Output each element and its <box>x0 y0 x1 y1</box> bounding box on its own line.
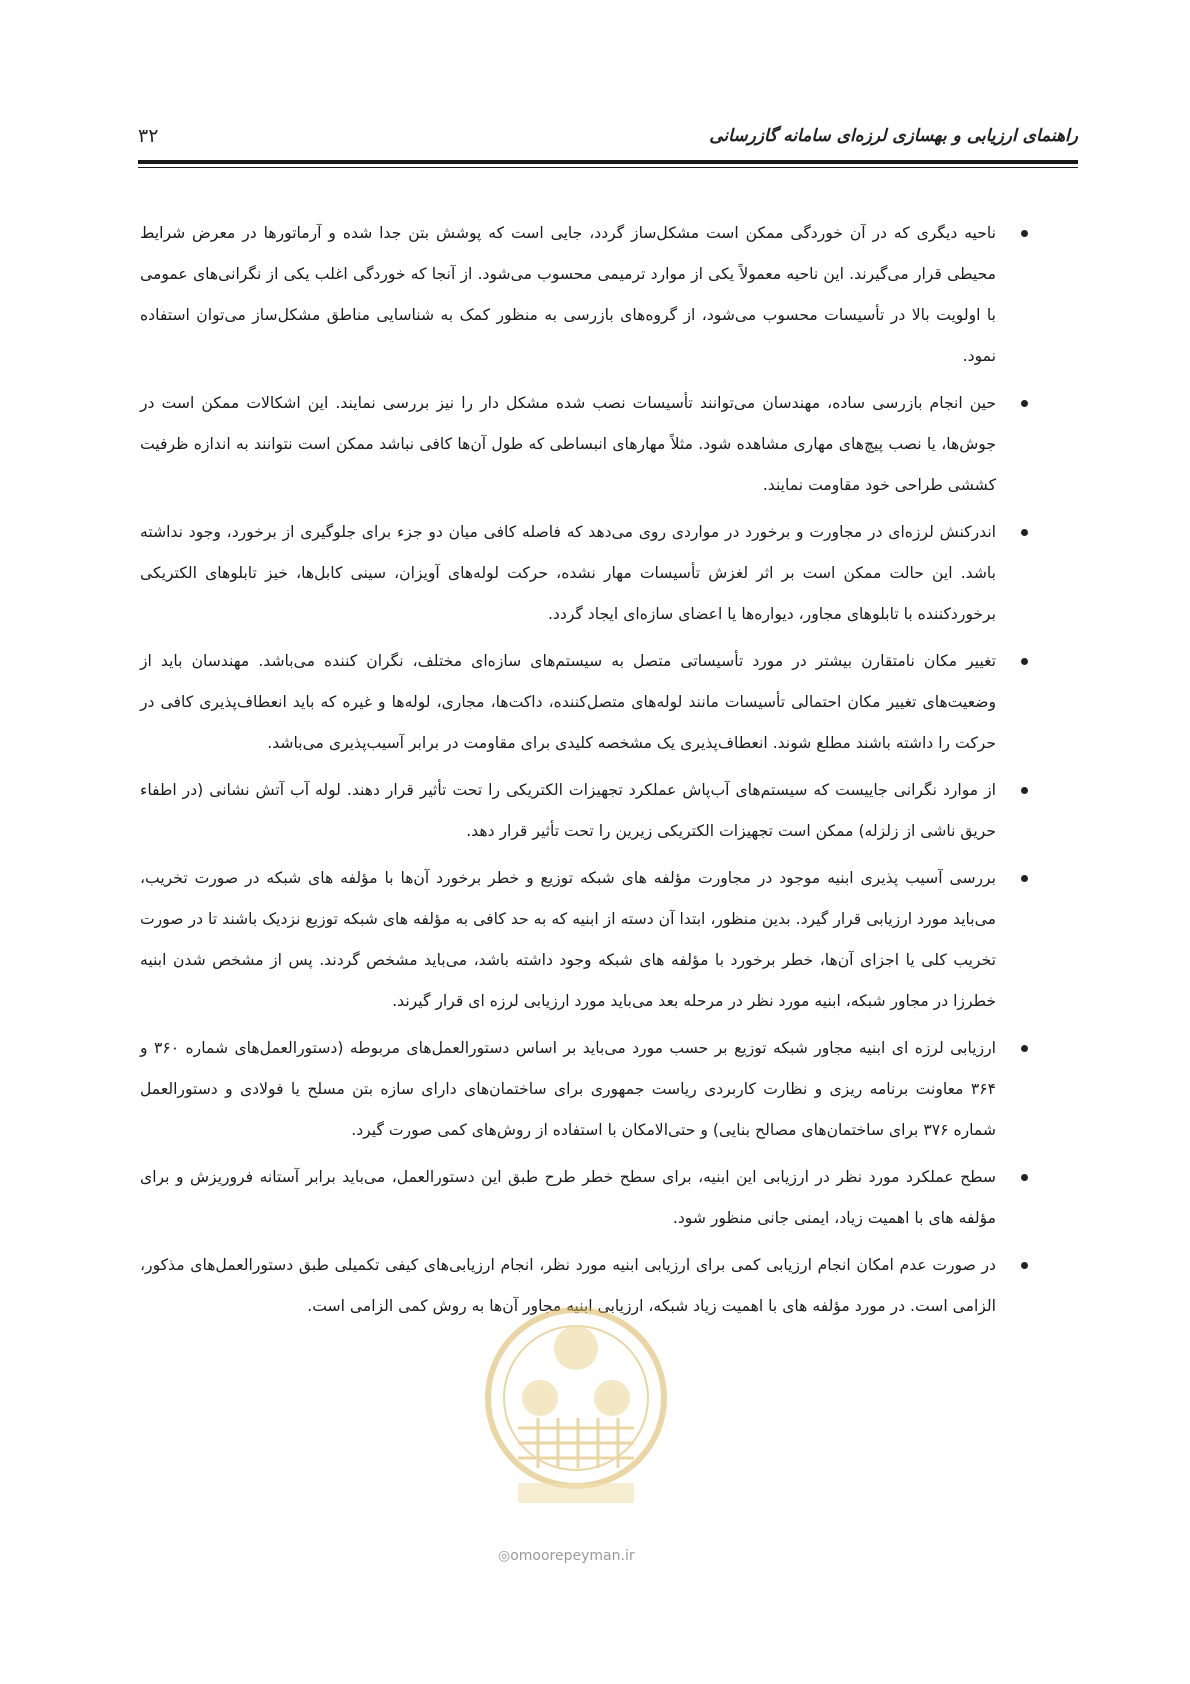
running-title: راهنمای ارزیابی و بهسازی لرزه‌ای سامانه گازرسانی <box>709 126 1078 146</box>
watermark-url <box>498 1548 635 1564</box>
watermark-logo-icon: ◎ <box>498 1548 511 1564</box>
bullet-item <box>140 641 1018 764</box>
bullet-dot-icon <box>1021 400 1028 407</box>
bullet-text: در صورت عدم امکان انجام ارزیابی کمی برای ارزیابی ابنیه مورد نظر، انجام ارزیابی‌های کیفی تکمیلی طبق دستورالعمل‌های مذکور، الزامی است. در مورد مؤلفه های با اهمیت زیاد شبکه، ارزیابی ابنیه مجاور آن‌ها به روش کمی الزامی است. <box>140 1256 996 1315</box>
bullet-dot-icon <box>1021 875 1028 882</box>
bullet-dot-icon <box>1021 658 1028 665</box>
header-rule-thin <box>138 167 1078 168</box>
bullet-dot-icon <box>1021 230 1028 237</box>
bullet-text: حین انجام بازرسی ساده، مهندسان می‌توانند تأسیسات نصب شده مشکل دار را نیز بررسی نمایند. این اشکالات ممکن است در جوش‌ها، یا نصب پیچ‌های مهاری مشاهده شود. مثلاً مهارهای انبساطی که طول آن‌ها کافی نباشد ممکن است نتوانند به اندازه ظرفیت کششی طراحی خود مقاومت نمایند. <box>140 394 996 494</box>
bullet-dot-icon <box>1021 529 1028 536</box>
bullet-text: ارزیابی لرزه ای ابنیه مجاور شبکه توزیع بر حسب مورد می‌باید بر اساس دستورالعمل‌های مربوطه (دستورالعمل‌های شماره ۳۶۰ و ۳۶۴ معاونت برنامه ریزی و نظارت کاربردی ریاست جمهوری برای ساختمان‌های دارای سازه بتن مسلح یا فولادی و دستورالعمل شماره ۳۷۶ برای ساختمان‌های مصالح بنایی) و حتی‌الامکان با استفاده از روش‌های کمی صورت گیرد. <box>140 1039 996 1139</box>
bullet-item <box>140 770 1018 852</box>
bullet-list <box>140 213 1018 1333</box>
bullet-dot-icon <box>1021 787 1028 794</box>
bullet-text: ناحیه دیگری که در آن خوردگی ممکن است مشکل‌ساز گردد، جایی است که پوشش بتن جدا شده و آرماتورها در معرض شرایط محیطی قرار می‌گیرند. این ناحیه معمولاً یکی از موارد ترمیمی محسوب می‌شود. از آنجا که خوردگی اغلب یکی از نگرانی‌های عمومی با اولویت بالا در تأسیسات محسوب می‌شود، از گروه‌های بازرسی به منظور کمک به شناسایی مناطق مشکل‌ساز می‌توان استفاده نمود. <box>140 224 996 365</box>
header-rule-thick <box>138 160 1078 164</box>
bullet-item <box>140 1028 1018 1151</box>
bullet-item <box>140 383 1018 506</box>
bullet-item <box>140 512 1018 635</box>
bullet-text: بررسی آسیب پذیری ابنیه موجود در مجاورت مؤلفه های شبکه توزیع و خطر برخورد آن‌ها با مؤلفه های شبکه در صورت تخریب، می‌باید مورد ارزیابی قرار گیرد. بدین منظور، ابتدا آن دسته از ابنیه که به حد کافی به مؤلفه های شبکه توزیع نزدیک باشند تا در صورت تخریب کلی یا اجزای آن‌ها، خطر برخورد با مؤلفه های شبکه وجود داشته باشد، می‌باید مشخص گردند. پس از مشخص شدن ابنیه خطرزا در مجاور شبکه، ابنیه مورد نظر در مرحله بعد می‌باید مورد ارزیابی لرزه ای قرار گیرند. <box>140 869 996 1010</box>
bullet-text: از موارد نگرانی جاییست که سیستم‌های آب‌پاش عملکرد تجهیزات الکتریکی را تحت تأثیر قرار دهند. لوله آب آتش نشانی (در اطفاء حریق ناشی از زلزله) ممکن است تجهیزات الکتریکی زیرین را تحت تأثیر قرار دهد. <box>140 781 996 840</box>
bullet-dot-icon <box>1021 1045 1028 1052</box>
watermark-url-text: omoorepeyman.ir <box>510 1548 635 1564</box>
bullet-dot-icon <box>1021 1262 1028 1269</box>
bullet-text: اندرکنش لرزه‌ای در مجاورت و برخورد در مواردی روی می‌دهد که فاصله کافی میان دو جزء برای جلوگیری از برخورد، وجود نداشته باشد. این حالت ممکن است بر اثر لغزش تأسیسات مهار نشده، حرکت لوله‌های آویزان، سینی کابل‌ها، خیز تابلوهای الکتریکی برخوردکننده با تابلوهای مجاور، دیواره‌ها یا اعضای سازه‌ای ایجاد گردد. <box>140 523 996 623</box>
page-number: ۳۲ <box>138 125 159 147</box>
bullet-item <box>140 1157 1018 1239</box>
bullet-item <box>140 213 1018 377</box>
bullet-dot-icon <box>1021 1174 1028 1181</box>
bullet-text: تغییر مکان نامتقارن بیشتر در مورد تأسیساتی متصل به سیستم‌های سازه‌ای مختلف، نگران کننده می‌باشد. مهندسان باید از وضعیت‌های تغییر مکان احتمالی تأسیسات مانند لوله‌های متصل‌کننده، داکت‌ها، مجاری، لوله‌ها و غیره که باید انعطاف‌پذیری کافی در حرکت را داشته باشند مطلع شوند. انعطاف‌پذیری یک مشخصه کلیدی برای مقاومت در برابر آسیب‌پذیری می‌باشد. <box>140 652 996 752</box>
bullet-text: سطح عملکرد مورد نظر در ارزیابی این ابنیه، برای سطح خطر طرح طبق این دستورالعمل، می‌باید برابر آستانه فروریزش و برای مؤلفه های با اهمیت زیاد، ایمنی جانی منظور شود. <box>140 1168 996 1227</box>
bullet-item <box>140 858 1018 1022</box>
bullet-item <box>140 1245 1018 1327</box>
page-header <box>138 118 1078 154</box>
